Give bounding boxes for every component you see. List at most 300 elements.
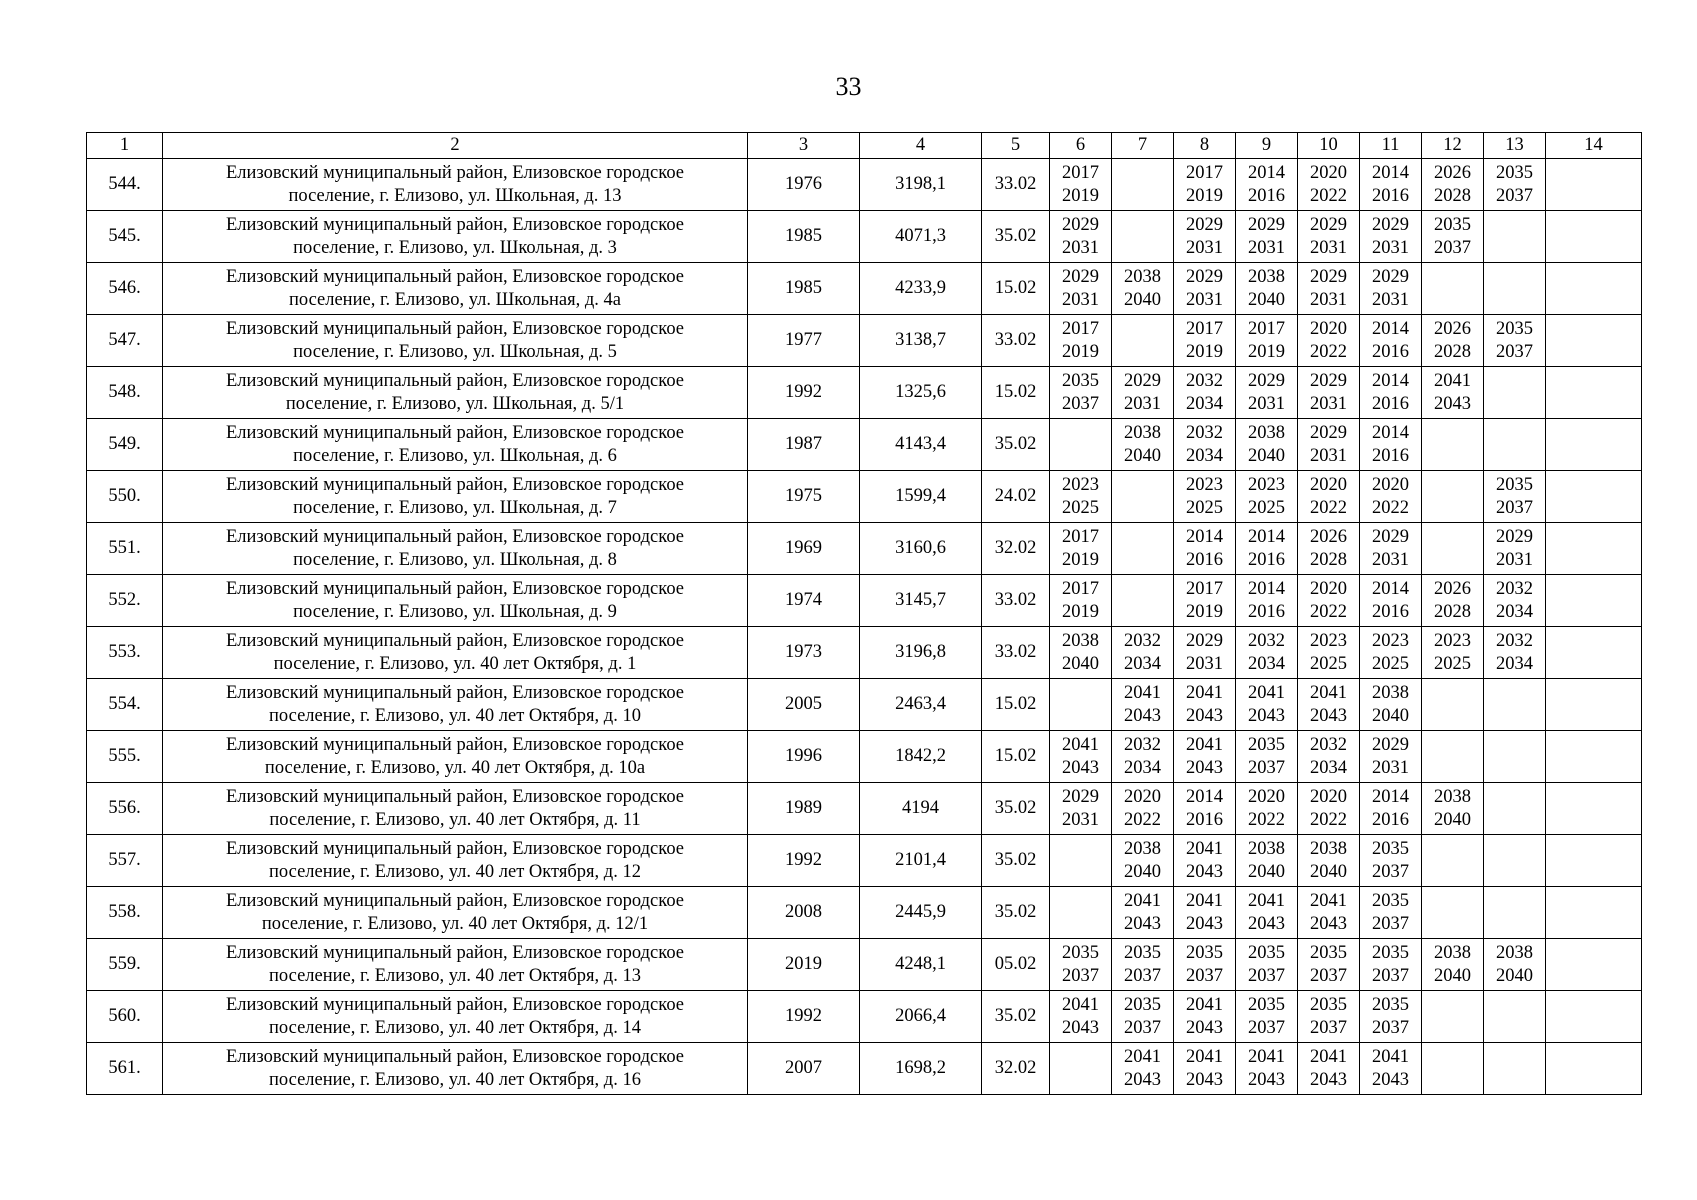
period-cell-9	[1236, 263, 1298, 315]
period-cell-9	[1236, 315, 1298, 367]
code-cell: 32.02	[982, 1043, 1050, 1095]
period-end-year: 2043	[1310, 705, 1347, 726]
period-start-year: 2041	[1186, 994, 1223, 1015]
period-cell-13	[1484, 679, 1546, 731]
period-start-year: 2017	[1186, 318, 1223, 339]
period-cell-11	[1360, 367, 1422, 419]
period-start-year: 2038	[1434, 786, 1471, 807]
area-cell: 4071,3	[860, 211, 982, 263]
period-cell-14	[1546, 835, 1642, 887]
address-line: Елизовский муниципальный район, Елизовское городское	[225, 370, 685, 391]
period-cell-7	[1112, 887, 1174, 939]
period-cell-11	[1360, 575, 1422, 627]
col-header: 4	[860, 133, 982, 159]
period-cell-13	[1484, 939, 1546, 991]
row-number: 553.	[87, 627, 163, 679]
period-cell-12	[1422, 471, 1484, 523]
period-start-year: 2029	[1248, 370, 1285, 391]
period-cell-10	[1298, 1043, 1360, 1095]
period-cell-14	[1546, 471, 1642, 523]
period-start-year: 2041	[1186, 682, 1223, 703]
address-line: поселение, г. Елизово, ул. Школьная, д. 13	[288, 185, 622, 206]
row-number: 547.	[87, 315, 163, 367]
row-number: 554.	[87, 679, 163, 731]
row-number: 560.	[87, 991, 163, 1043]
period-start-year: 2020	[1310, 786, 1347, 807]
table-row	[87, 939, 1642, 991]
address-cell	[163, 575, 748, 627]
build-year-cell: 1985	[748, 263, 860, 315]
address-line: поселение, г. Елизово, ул. Школьная, д. 5/1	[285, 393, 625, 414]
period-cell-12	[1422, 887, 1484, 939]
period-cell-10	[1298, 731, 1360, 783]
period-start-year: 2032	[1186, 370, 1223, 391]
period-start-year: 2038	[1248, 422, 1285, 443]
address-line: поселение, г. Елизово, ул. Школьная, д. 5	[293, 341, 617, 362]
period-start-year: 2038	[1310, 838, 1347, 859]
period-end-year: 2016	[1372, 185, 1409, 206]
address-cell	[163, 159, 748, 211]
code-cell: 33.02	[982, 627, 1050, 679]
row-number: 550.	[87, 471, 163, 523]
period-start-year: 2041	[1310, 890, 1347, 911]
period-start-year: 2014	[1372, 786, 1409, 807]
period-start-year: 2041	[1186, 1046, 1223, 1067]
period-cell-9	[1236, 575, 1298, 627]
period-end-year: 2022	[1310, 497, 1347, 518]
period-cell-11	[1360, 1043, 1422, 1095]
period-end-year: 2025	[1372, 653, 1409, 674]
registry-table	[86, 132, 1642, 1095]
period-cell-9	[1236, 367, 1298, 419]
period-start-year: 2014	[1372, 370, 1409, 391]
period-cell-7	[1112, 783, 1174, 835]
period-cell-6	[1050, 835, 1112, 887]
period-end-year: 2043	[1248, 913, 1285, 934]
period-start-year: 2029	[1310, 266, 1347, 287]
period-start-year: 2032	[1496, 630, 1533, 651]
period-cell-6	[1050, 523, 1112, 575]
build-year-cell: 1974	[748, 575, 860, 627]
period-cell-8	[1174, 731, 1236, 783]
period-cell-14	[1546, 315, 1642, 367]
period-cell-6	[1050, 991, 1112, 1043]
period-cell-11	[1360, 315, 1422, 367]
area-cell: 2445,9	[860, 887, 982, 939]
code-cell: 15.02	[982, 263, 1050, 315]
build-year-cell: 1977	[748, 315, 860, 367]
period-cell-12	[1422, 367, 1484, 419]
build-year-cell: 1989	[748, 783, 860, 835]
period-cell-12	[1422, 315, 1484, 367]
period-start-year: 2041	[1310, 1046, 1347, 1067]
period-cell-13	[1484, 471, 1546, 523]
period-cell-7	[1112, 263, 1174, 315]
address-line: поселение, г. Елизово, ул. 40 лет Октября, д. 10а	[264, 757, 646, 778]
period-start-year: 2035	[1186, 942, 1223, 963]
period-end-year: 2031	[1062, 809, 1099, 830]
address-line: Елизовский муниципальный район, Елизовское городское	[225, 526, 685, 547]
address-cell	[163, 783, 748, 835]
build-year-cell: 1992	[748, 367, 860, 419]
row-number: 544.	[87, 159, 163, 211]
period-cell-8	[1174, 315, 1236, 367]
period-start-year: 2017	[1062, 318, 1099, 339]
address-line: поселение, г. Елизово, ул. Школьная, д. 9	[293, 601, 617, 622]
period-cell-11	[1360, 523, 1422, 575]
period-end-year: 2043	[1186, 1017, 1223, 1038]
period-cell-8	[1174, 679, 1236, 731]
period-end-year: 2016	[1372, 393, 1409, 414]
area-cell: 1599,4	[860, 471, 982, 523]
period-end-year: 2022	[1248, 809, 1285, 830]
col-header: 1	[87, 133, 163, 159]
period-end-year: 2031	[1062, 237, 1099, 258]
build-year-cell: 2008	[748, 887, 860, 939]
address-line: поселение, г. Елизово, ул. 40 лет Октября, д. 16	[269, 1069, 641, 1090]
period-cell-9	[1236, 1043, 1298, 1095]
period-end-year: 2031	[1372, 757, 1409, 778]
period-start-year: 2041	[1124, 1046, 1161, 1067]
period-cell-9	[1236, 731, 1298, 783]
area-cell: 4248,1	[860, 939, 982, 991]
period-cell-7	[1112, 835, 1174, 887]
row-number: 555.	[87, 731, 163, 783]
period-end-year: 2037	[1248, 757, 1285, 778]
period-cell-13	[1484, 731, 1546, 783]
period-end-year: 2040	[1124, 861, 1161, 882]
period-end-year: 2016	[1248, 601, 1285, 622]
address-cell	[163, 887, 748, 939]
period-end-year: 2016	[1248, 185, 1285, 206]
build-year-cell: 1976	[748, 159, 860, 211]
period-start-year: 2035	[1372, 994, 1409, 1015]
period-start-year: 2029	[1496, 526, 1533, 547]
address-cell	[163, 523, 748, 575]
period-start-year: 2041	[1310, 682, 1347, 703]
period-cell-9	[1236, 991, 1298, 1043]
period-cell-14	[1546, 263, 1642, 315]
area-cell: 1698,2	[860, 1043, 982, 1095]
build-year-cell: 1992	[748, 991, 860, 1043]
page-number: 33	[835, 72, 862, 101]
address-cell	[163, 367, 748, 419]
period-start-year: 2032	[1186, 422, 1223, 443]
period-start-year: 2035	[1248, 734, 1285, 755]
period-end-year: 2031	[1372, 237, 1409, 258]
period-end-year: 2040	[1496, 965, 1533, 986]
period-start-year: 2038	[1248, 266, 1285, 287]
code-cell: 33.02	[982, 159, 1050, 211]
period-start-year: 2029	[1372, 266, 1409, 287]
address-line: Елизовский муниципальный район, Елизовское городское	[225, 890, 685, 911]
code-cell: 35.02	[982, 783, 1050, 835]
period-cell-13	[1484, 315, 1546, 367]
period-cell-12	[1422, 159, 1484, 211]
period-end-year: 2031	[1372, 289, 1409, 310]
address-cell	[163, 835, 748, 887]
period-end-year: 2037	[1124, 1017, 1161, 1038]
period-end-year: 2043	[1310, 1069, 1347, 1090]
period-end-year: 2037	[1372, 965, 1409, 986]
row-number: 548.	[87, 367, 163, 419]
table-row	[87, 523, 1642, 575]
table-row	[87, 471, 1642, 523]
period-start-year: 2029	[1372, 214, 1409, 235]
period-cell-8	[1174, 419, 1236, 471]
period-start-year: 2041	[1248, 890, 1285, 911]
period-end-year: 2025	[1310, 653, 1347, 674]
period-cell-6	[1050, 939, 1112, 991]
table-row	[87, 367, 1642, 419]
period-end-year: 2028	[1310, 549, 1347, 570]
period-start-year: 2032	[1310, 734, 1347, 755]
period-end-year: 2031	[1186, 653, 1223, 674]
period-start-year: 2035	[1248, 942, 1285, 963]
col-header: 3	[748, 133, 860, 159]
period-end-year: 2022	[1310, 601, 1347, 622]
period-end-year: 2031	[1496, 549, 1533, 570]
address-line: Елизовский муниципальный район, Елизовское городское	[225, 318, 685, 339]
row-number: 549.	[87, 419, 163, 471]
address-cell	[163, 315, 748, 367]
build-year-cell: 1992	[748, 835, 860, 887]
period-end-year: 2016	[1372, 445, 1409, 466]
table-row	[87, 731, 1642, 783]
col-header: 14	[1546, 133, 1642, 159]
period-end-year: 2040	[1062, 653, 1099, 674]
period-cell-7	[1112, 731, 1174, 783]
period-cell-8	[1174, 1043, 1236, 1095]
period-end-year: 2031	[1310, 237, 1347, 258]
area-cell: 1842,2	[860, 731, 982, 783]
code-cell: 32.02	[982, 523, 1050, 575]
period-cell-9	[1236, 523, 1298, 575]
row-number: 561.	[87, 1043, 163, 1095]
period-start-year: 2041	[1062, 734, 1099, 755]
table-row	[87, 991, 1642, 1043]
period-start-year: 2017	[1062, 578, 1099, 599]
period-cell-10	[1298, 367, 1360, 419]
period-cell-14	[1546, 939, 1642, 991]
period-cell-10	[1298, 679, 1360, 731]
period-start-year: 2029	[1124, 370, 1161, 391]
period-cell-7	[1112, 367, 1174, 419]
address-line: поселение, г. Елизово, ул. Школьная, д. 3	[293, 237, 617, 258]
period-end-year: 2037	[1496, 341, 1533, 362]
period-start-year: 2020	[1310, 578, 1347, 599]
period-start-year: 2029	[1372, 526, 1409, 547]
period-start-year: 2029	[1310, 422, 1347, 443]
period-start-year: 2035	[1496, 318, 1533, 339]
period-cell-8	[1174, 991, 1236, 1043]
period-cell-13	[1484, 835, 1546, 887]
period-end-year: 2025	[1062, 497, 1099, 518]
address-line: поселение, г. Елизово, ул. 40 лет Октября, д. 14	[269, 1017, 641, 1038]
address-line: Елизовский муниципальный район, Елизовское городское	[225, 422, 685, 443]
period-cell-11	[1360, 211, 1422, 263]
col-header: 5	[982, 133, 1050, 159]
address-line: поселение, г. Елизово, ул. Школьная, д. 7	[293, 497, 617, 518]
code-cell: 15.02	[982, 731, 1050, 783]
col-header: 13	[1484, 133, 1546, 159]
period-cell-9	[1236, 887, 1298, 939]
period-end-year: 2037	[1124, 965, 1161, 986]
period-cell-7	[1112, 211, 1174, 263]
period-end-year: 2019	[1186, 601, 1223, 622]
period-start-year: 2014	[1186, 526, 1223, 547]
period-cell-12	[1422, 679, 1484, 731]
period-cell-11	[1360, 471, 1422, 523]
build-year-cell: 2005	[748, 679, 860, 731]
table-row	[87, 263, 1642, 315]
col-header: 10	[1298, 133, 1360, 159]
address-line: поселение, г. Елизово, ул. Школьная, д. 6	[293, 445, 617, 466]
build-year-cell: 1985	[748, 211, 860, 263]
period-end-year: 2043	[1434, 393, 1471, 414]
col-header: 8	[1174, 133, 1236, 159]
period-end-year: 2040	[1372, 705, 1409, 726]
address-line: поселение, г. Елизово, ул. Школьная, д. 8	[293, 549, 617, 570]
period-cell-14	[1546, 627, 1642, 679]
period-start-year: 2017	[1248, 318, 1285, 339]
code-cell: 35.02	[982, 887, 1050, 939]
code-cell: 35.02	[982, 211, 1050, 263]
period-start-year: 2035	[1496, 474, 1533, 495]
period-cell-14	[1546, 367, 1642, 419]
period-start-year: 2014	[1372, 318, 1409, 339]
period-end-year: 2037	[1496, 497, 1533, 518]
period-end-year: 2031	[1372, 549, 1409, 570]
period-end-year: 2034	[1186, 393, 1223, 414]
period-start-year: 2035	[1124, 994, 1161, 1015]
period-cell-14	[1546, 887, 1642, 939]
col-header: 11	[1360, 133, 1422, 159]
address-line: поселение, г. Елизово, ул. 40 лет Октября, д. 11	[269, 809, 641, 830]
period-end-year: 2022	[1310, 341, 1347, 362]
period-cell-11	[1360, 991, 1422, 1043]
period-end-year: 2037	[1062, 965, 1099, 986]
period-cell-11	[1360, 939, 1422, 991]
period-end-year: 2034	[1124, 653, 1161, 674]
period-cell-8	[1174, 367, 1236, 419]
period-end-year: 2040	[1434, 965, 1471, 986]
period-cell-6	[1050, 887, 1112, 939]
period-cell-9	[1236, 159, 1298, 211]
period-start-year: 2020	[1310, 474, 1347, 495]
code-cell: 35.02	[982, 419, 1050, 471]
period-end-year: 2022	[1310, 185, 1347, 206]
period-cell-7	[1112, 991, 1174, 1043]
period-cell-13	[1484, 263, 1546, 315]
period-cell-8	[1174, 159, 1236, 211]
address-line: поселение, г. Елизово, ул. 40 лет Октября, д. 13	[269, 965, 641, 986]
address-cell	[163, 627, 748, 679]
period-cell-6	[1050, 783, 1112, 835]
period-cell-9	[1236, 627, 1298, 679]
period-cell-14	[1546, 731, 1642, 783]
period-cell-12	[1422, 783, 1484, 835]
table-row	[87, 419, 1642, 471]
period-end-year: 2016	[1186, 549, 1223, 570]
build-year-cell: 1975	[748, 471, 860, 523]
period-cell-6	[1050, 627, 1112, 679]
period-cell-13	[1484, 211, 1546, 263]
address-line: поселение, г. Елизово, ул. Школьная, д. 4а	[288, 289, 621, 310]
period-cell-7	[1112, 315, 1174, 367]
period-start-year: 2035	[1372, 942, 1409, 963]
period-cell-13	[1484, 991, 1546, 1043]
period-end-year: 2022	[1124, 809, 1161, 830]
period-end-year: 2037	[1372, 1017, 1409, 1038]
period-cell-6	[1050, 679, 1112, 731]
period-start-year: 2014	[1248, 526, 1285, 547]
table-row	[87, 315, 1642, 367]
table-body	[87, 133, 1642, 1095]
period-cell-10	[1298, 939, 1360, 991]
period-cell-6	[1050, 159, 1112, 211]
address-line: Елизовский муниципальный район, Елизовское городское	[225, 578, 685, 599]
period-end-year: 2016	[1372, 809, 1409, 830]
period-cell-10	[1298, 835, 1360, 887]
period-cell-12	[1422, 211, 1484, 263]
period-start-year: 2023	[1062, 474, 1099, 495]
address-line: поселение, г. Елизово, ул. 40 лет Октября, д. 10	[269, 705, 641, 726]
period-end-year: 2031	[1310, 289, 1347, 310]
period-start-year: 2035	[1496, 162, 1533, 183]
period-cell-9	[1236, 679, 1298, 731]
address-line: Елизовский муниципальный район, Елизовское городское	[225, 266, 685, 287]
table-row	[87, 159, 1642, 211]
period-start-year: 2035	[1310, 994, 1347, 1015]
table-row	[87, 575, 1642, 627]
period-start-year: 2014	[1186, 786, 1223, 807]
period-end-year: 2037	[1372, 913, 1409, 934]
code-cell: 15.02	[982, 679, 1050, 731]
period-start-year: 2029	[1062, 214, 1099, 235]
period-end-year: 2037	[1248, 965, 1285, 986]
period-end-year: 2034	[1496, 653, 1533, 674]
period-end-year: 2043	[1062, 757, 1099, 778]
period-end-year: 2040	[1124, 289, 1161, 310]
period-cell-11	[1360, 835, 1422, 887]
period-cell-10	[1298, 315, 1360, 367]
period-end-year: 2031	[1186, 289, 1223, 310]
build-year-cell: 1973	[748, 627, 860, 679]
address-line: Елизовский муниципальный район, Елизовское городское	[225, 162, 685, 183]
build-year-cell: 1996	[748, 731, 860, 783]
period-start-year: 2014	[1372, 162, 1409, 183]
period-end-year: 2037	[1186, 965, 1223, 986]
period-end-year: 2037	[1496, 185, 1533, 206]
area-cell: 3160,6	[860, 523, 982, 575]
col-header: 7	[1112, 133, 1174, 159]
period-cell-11	[1360, 679, 1422, 731]
area-cell: 3198,1	[860, 159, 982, 211]
period-end-year: 2019	[1062, 185, 1099, 206]
period-cell-7	[1112, 627, 1174, 679]
table-row	[87, 783, 1642, 835]
period-cell-6	[1050, 263, 1112, 315]
period-end-year: 2043	[1124, 913, 1161, 934]
period-cell-14	[1546, 159, 1642, 211]
period-end-year: 2043	[1186, 705, 1223, 726]
period-end-year: 2022	[1310, 809, 1347, 830]
period-start-year: 2029	[1248, 214, 1285, 235]
period-start-year: 2032	[1496, 578, 1533, 599]
area-cell: 4143,4	[860, 419, 982, 471]
period-end-year: 2031	[1310, 445, 1347, 466]
